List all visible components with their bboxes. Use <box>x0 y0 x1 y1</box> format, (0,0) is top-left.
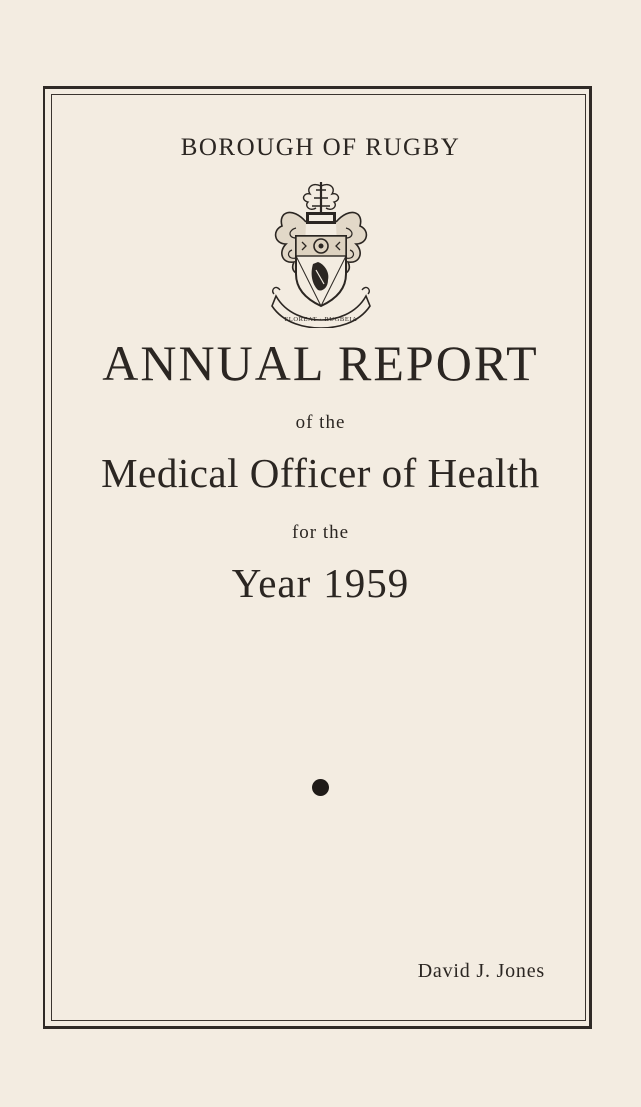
year-label: Year <box>231 560 312 606</box>
year-number: 1959 <box>323 560 410 606</box>
report-year <box>0 560 641 606</box>
borough-heading: BOROUGH OF RUGBY <box>180 134 461 161</box>
svg-text:FLOREAT · RUGBEIA: FLOREAT · RUGBEIA <box>284 316 358 323</box>
report-title: ANNUAL REPORT <box>102 335 539 391</box>
author-name: David J. Jones <box>417 960 545 982</box>
for-the-text: for the <box>291 522 350 543</box>
dot-icon <box>312 779 329 796</box>
of-the-text: of the <box>295 412 346 433</box>
coat-of-arms-icon <box>266 178 376 328</box>
report-subtitle: Medical Officer of Health <box>101 450 540 496</box>
